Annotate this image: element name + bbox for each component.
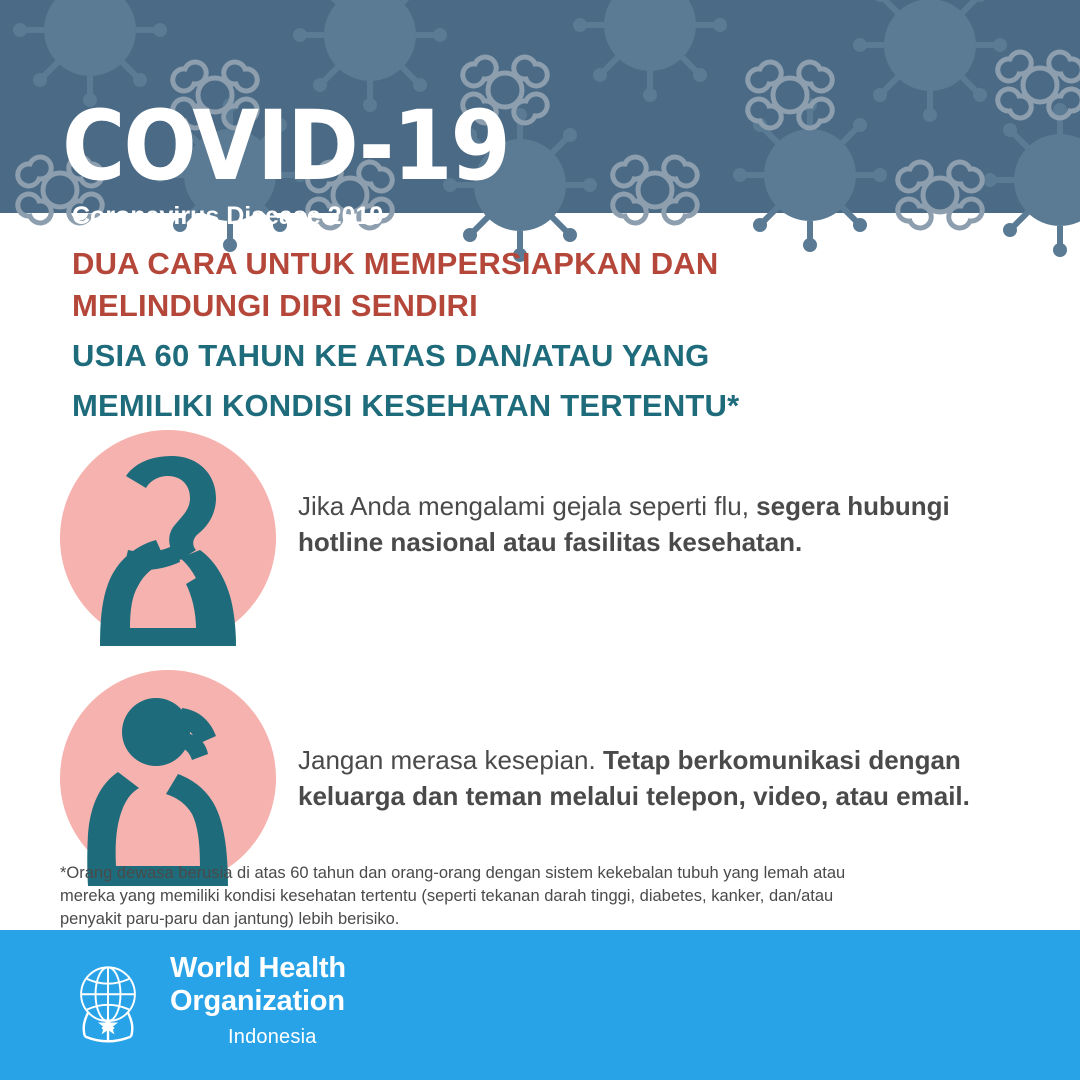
headline-block	[72, 243, 1012, 427]
headline-line-3: USIA 60 TAHUN KE ATAS DAN/ATAU YANG	[72, 338, 710, 373]
tip-item-1	[0, 430, 1080, 646]
person-on-phone-figure	[60, 670, 276, 886]
headline-line-4: MEMILIKI KONDISI KESEHATAN TERTENTU*	[72, 388, 740, 423]
tip-text-2-bold: Tetap berkomunikasi dengan keluarga dan teman melalui telepon, video, atau email.	[298, 745, 970, 811]
who-country: Indonesia	[228, 1026, 317, 1048]
person-coughing-figure	[60, 430, 276, 646]
who-logo	[60, 952, 346, 1049]
tips-list	[0, 430, 1080, 910]
headline-line-1: DUA CARA UNTUK MEMPERSIAPKAN DAN	[72, 246, 719, 281]
who-line-2: Organization	[170, 985, 345, 1017]
who-line-1: World Health	[170, 952, 346, 984]
covid-subtitle: Coronavirus Disease 2019	[72, 202, 384, 230]
footnote-text: *Orang dewasa berusia di atas 60 tahun dan orang-orang dengan sistem kekebalan tubuh yang lemah atau mereka yang memiliki kondisi kesehatan tertentu (seperti tekanan darah tinggi, diabetes, kanker, dan/atau penyakit paru-paru dan jantung) lebih berisiko.	[60, 864, 846, 928]
covid-title: COVID-19	[62, 90, 509, 202]
tip-item-2	[0, 670, 1080, 886]
tip-text-1-bold: segera hubungi hotline nasional atau fasilitas kesehatan.	[298, 491, 950, 557]
tip-text-2	[276, 670, 1080, 814]
person-coughing-icon	[60, 430, 276, 646]
who-emblem-icon	[60, 952, 156, 1048]
poster-footer	[0, 930, 1080, 1080]
tip-text-1-normal: Jika Anda mengalami gejala seperti flu,	[298, 491, 757, 521]
tip-text-1	[276, 430, 1080, 560]
headline-line-2: MELINDUNGI DIRI SENDIRI	[72, 288, 478, 323]
poster-header	[0, 0, 1080, 230]
person-on-phone-icon	[60, 670, 276, 886]
tip-text-2-normal: Jangan merasa kesepian.	[298, 745, 603, 775]
who-wordmark	[170, 952, 346, 1049]
